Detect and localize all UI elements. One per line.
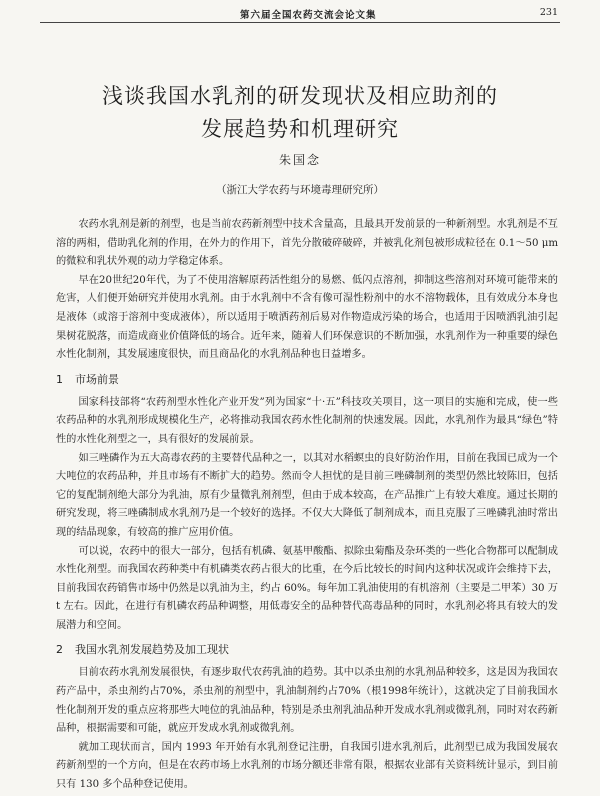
author-name: 朱国念 <box>278 153 321 167</box>
section-1-paragraph-3: 可以说，农药中的很大一部分，包括有机磷、氨基甲酸酯、拟除虫菊酯及杂环类的一些化合物都可以配制成水性化剂型。而我国农药种类中有机磷类农药占很大的比重，在今后比较长的时间内这种状况或许会维持下去，目前我国农药销售市场中仍然是以乳油为主，约占 60%。每年加工乳油使用的有机溶剂（主要是二甲苯）30 万 t 左右。因此，在进行有机磷农药品种调整，用低毒安全的品种替代高毒品种的同时，水乳剂必将具有较大的发展潜力和空间。 <box>56 545 558 631</box>
page-number: 231 <box>539 7 558 18</box>
intro-paragraph-1: 农药水乳剂是新的剂型，也是当前农药新剂型中技术含量高，且最具开发前景的一种新剂型。水乳剂是不互溶的两相，借助乳化剂的作用，在外力的作用下，首先分散破碎破碎，并被乳化剂包被形成粒径在 0.1～50 μm 的微粒和乳状外观的动力学稳定体系。 <box>56 219 558 268</box>
section-2-paragraph-1: 目前农药水乳剂发展很快，有逐步取代农药乳油的趋势。其中以杀虫剂的水乳剂品种较多，这是因为我国农药产品中，杀虫剂约占70%，杀虫剂的剂型中，乳油制剂约占70%（根1998年统计），这就决定了目前我国水性化制剂开发的重点应将那些大吨位的乳油品种，特别是杀虫剂乳油品种开发成水乳剂或微乳剂，同时对农药新品种，根据需要和可能，就应开发成水乳剂或微乳剂。 <box>56 667 558 735</box>
running-header <box>40 7 560 23</box>
section-1-number: 1 <box>56 372 63 386</box>
section-2-paragraph-2: 就加工现状而言，国内 1993 年开始有水乳剂登记注册，自我国引进水乳剂后，此剂型已成为我国发展农药新剂型的一个方向，但是在农药市场上水乳剂的市场分额还非常有限，根据农业部有关资料统计显示，到目前只有 130 多个品种登记使用。 <box>56 741 558 791</box>
section-2-title: 我国水乳剂发展趋势及加工现状 <box>75 643 229 657</box>
intro-paragraph-2: 早在20世纪20年代，为了不使用溶解原药活性组分的易燃、低闪点溶剂，抑制这些溶剂对环境可能带来的危害，人们便开始研究并使用水乳剂。由于水乳剂中不含有像可湿性粉剂中的水不溶物载体，且有效成分本身也是液体（或溶于溶剂中变成液体），所以适用于喷洒药剂后易对作物造成污染的场合，也适用于因喷洒乳油引起果树花脱落，而造成商业价值降低的场合。近年来，随着人们环保意识的不断加强，水乳剂作为一种重要的绿色水性化制剂，其发展速度很快，而且商品化的水乳剂品种也日益增多。 <box>56 274 558 361</box>
running-header-series: 第六届全国农药交流会论文集 <box>240 10 377 21</box>
article-title-line-2: 发展趋势和机理研究 <box>201 117 399 141</box>
section-1-title: 市场前景 <box>75 372 119 386</box>
article-title-line-1: 浅谈我国水乳剂的研发现状及相应助剂的 <box>102 84 498 108</box>
section-1-paragraph-2: 如三唑磷作为五大高毒农药的主要替代品种之一，以其对水稻螟虫的良好防治作用，目前在我国已成为一个大吨位的农药品种，并且市场有不断扩大的趋势。然而令人担忧的是目前三唑磷制剂的类型仍然比较陈旧，包括它的复配制剂绝大部分为乳油，原有少量微乳剂剂型，但由于成本较高，在产品推广上有较大难度。通过长期的研究发现，将三唑磷制成水乳剂乃是一个较好的选择。不仅大大降低了制剂成本，而且克服了三唑磷乳油时常出现的结晶现象，有较高的推广应用价值。 <box>56 452 558 538</box>
section-1-paragraph-1: 国家科技部将“农药剂型水性化产业开发”列为国家“十·五”科技攻关项目，这一项目的实施和完成，使一些农药品种的水乳剂形成规模化生产，必将推动我国农药水性化制剂的快速发展。因此，水乳剂作为最具“绿色”特性的水性化剂型之一，具有很好的发展前景。 <box>56 396 558 445</box>
article-title <box>20 80 580 146</box>
section-2-number: 2 <box>56 643 63 657</box>
section-2-heading <box>56 642 558 658</box>
section-1-heading <box>56 372 558 388</box>
author-affiliation: （浙江大学农药与环境毒理研究所） <box>216 184 384 196</box>
article-body <box>56 216 558 795</box>
